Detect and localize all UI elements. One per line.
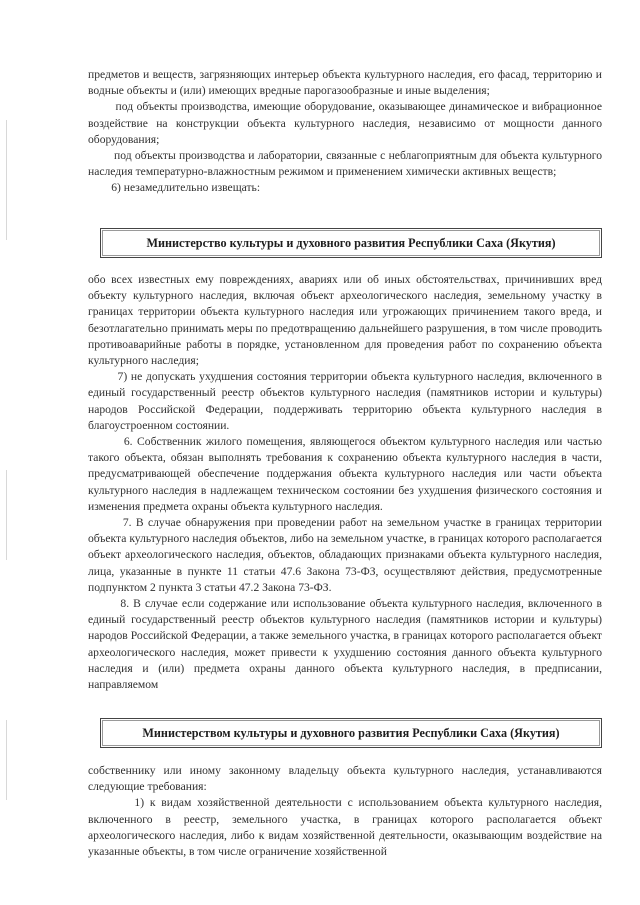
- ministry-stamp-second: Министерством культуры и духовного развития Республики Саха (Якутия): [100, 718, 602, 748]
- scan-edge-mark: [6, 120, 7, 240]
- ministry-stamp: Министерство культуры и духовного развития Республики Саха (Якутия): [100, 228, 602, 258]
- scan-edge-mark: [6, 720, 7, 800]
- paragraph-block-top: предметов и веществ, загрязняющих интерьер объекта культурного наследия, его фасад, территорию и водные объекты и (или) имеющих вредные парогазообразные и иные выделения; под объекты производства, имеющие оборудование, оказывающее динамическое и вибрационное воздействие на конструкции объекта культурного наследия, независимо от мощности данного оборудования; под объекты производства и лаборатории, связанные с неблагоприятным для объекта культурного наследия температурно-влажностным режимом и применением химически активных веществ; 6) незамедлительно извещать:: [88, 68, 602, 195]
- paragraph-block-bottom: собственнику или иному законному владельцу объекта культурного наследия, устанавливаются следующие требования: 1) к видам хозяйственной деятельности с использованием объекта культурного наследия, включенного в реестр, земельного участка, в границах которого располагается объект археологического наследия, либо к видам хозяйственной деятельности, оказывающим воздействие на указанные объекты, в том числе ограничение хозяйственной: [88, 764, 602, 859]
- paragraph-block-middle: обо всех известных ему повреждениях, авариях или об иных обстоятельствах, причинивших вред объекту культурного наследия, включая объект археологического наследия, земельному участку в границах территории объекта культурного наследия или угрожающих причинением такого вреда, и безотлагательно принимать меры по предотвращению дальнейшего разрушения, в том числе проводить противоаварийные работы в порядке, установленном для проведения работ по сохранению объекта культурного наследия; 7) не допускать ухудшения состояния территории объекта культурного наследия, включенного в единый государственный реестр объектов культурного наследия (памятников истории и культуры) народов Российской Федерации, поддерживать территорию объекта культурного наследия в благоустроенном состоянии. 6. Собственник жилого помещения, являющегося объектом культурного наследия или частью такого объекта, обязан выполнять требования к сохранению объекта культурного наследия в части, предусматривающей обеспечение поддержания объекта культурного наследия или части объекта культурного наследия в надлежащем техническом состоянии без ухудшения физического состояния и изменения предмета охраны объекта культурного наследия. 7. В случае обнаружения при проведении работ на земельном участке в границах территории объекта культурного наследия объектов, либо на земельном участке, в границах которого располагается объект археологического наследия, объектов, обладающих признаками объекта культурного наследия, лица, указанные в пункте 11 статьи 47.6 Закона 73-ФЗ, осуществляют действия, предусмотренные подпунктом 2 пункта 3 статьи 47.2 Закона 73-ФЗ. 8. В случае если содержание или использование объекта культурного наследия, включенного в единый государственный реестр объектов культурного наследия (памятников истории и культуры) народов Российской Федерации, а также земельного участка, в границах которого располагается объект археологического наследия, может привести к ухудшению состояния данного объекта культурного наследия и (или) предмета охраны данного объекта культурного наследия, в предписании, направляемом: [88, 273, 602, 692]
- scan-edge-mark: [6, 470, 7, 560]
